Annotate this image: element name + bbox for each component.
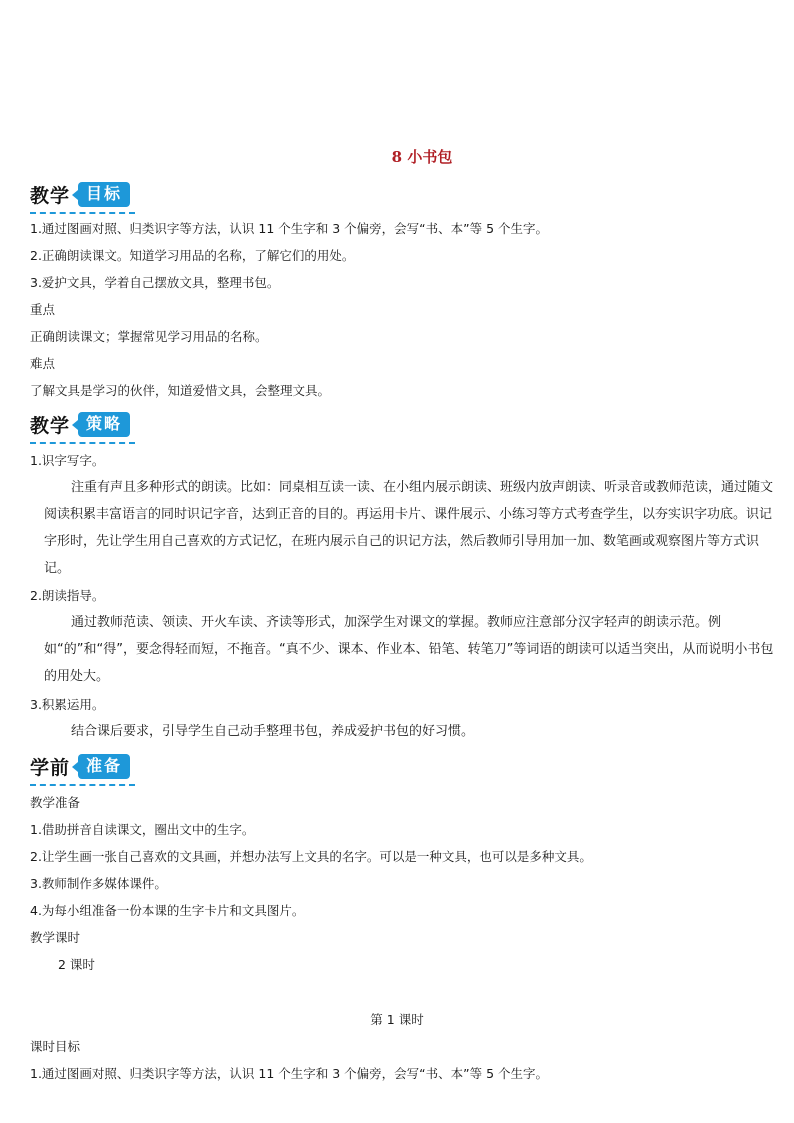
hours-label: 教学课时 (30, 930, 81, 945)
section-header-prep (30, 751, 130, 781)
key-point-label: 重点 (30, 302, 56, 317)
section-header-black-text: 教学 (30, 414, 71, 437)
strategy-heading: 3.积累运用。 (30, 697, 105, 712)
hours-value: 2 课时 (58, 957, 95, 972)
section-header-dashed-underline (30, 442, 135, 444)
strategy-paragraph: 注重有声且多种形式的朗读。比如：同桌相互读一读、在小组内展示朗读、班级内放声朗读、听录音或教师范读，通过随文阅读积累丰富语言的同时识记字音，达到正音的目的。再运用卡片、课件展示、小练习等方式考查学生，以夯实识字功底。识记字形时，先让学生用自己喜欢的方式记忆，在班内展示自己的识记方法，然后教师引导用加一加、数笔画或观察图片等方式识记。 (44, 480, 774, 576)
lesson-goal-label: 课时目标 (30, 1039, 81, 1054)
prep-item: 2.让学生画一张自己喜欢的文具画，并想办法写上文具的名字。可以是一种文具，也可以是多种文具。 (30, 849, 592, 864)
section-header-black-text: 教学 (30, 184, 71, 207)
section-header-strategy (30, 409, 130, 439)
section-header-blue-tag: 策略 (78, 412, 130, 437)
section-header-blue-tag: 目标 (78, 182, 130, 207)
goal-item: 3.爱护文具，学着自己摆放文具，整理书包。 (30, 275, 280, 290)
section-header-dashed-underline (30, 784, 135, 786)
lesson-heading: 第 1 课时 (370, 1012, 424, 1027)
difficulty-text: 了解文具是学习的伙伴，知道爱惜文具，会整理文具。 (30, 383, 331, 398)
key-point-text: 正确朗读课文；掌握常见学习用品的名称。 (30, 329, 268, 344)
prep-item: 3.教师制作多媒体课件。 (30, 876, 167, 891)
prep-item: 1.借助拼音自读课文，圈出文中的生字。 (30, 822, 255, 837)
goal-item: 1.通过图画对照、归类识字等方法，认识 11 个生字和 3 个偏旁，会写“书、本”等 5 个生字。 (30, 221, 549, 236)
strategy-paragraph: 结合课后要求，引导学生自己动手整理书包，养成爱护书包的好习惯。 (71, 724, 475, 739)
section-header-goals (30, 179, 130, 209)
section-header-black-text: 学前 (30, 756, 71, 779)
section-header-dashed-underline (30, 212, 135, 214)
goal-item: 2.正确朗读课文。知道学习用品的名称，了解它们的用处。 (30, 248, 355, 263)
lesson-goal-item: 1.通过图画对照、归类识字等方法，认识 11 个生字和 3 个偏旁，会写“书、本”等 5 个生字。 (30, 1066, 549, 1081)
difficulty-label: 难点 (30, 356, 56, 371)
prep-label: 教学准备 (30, 795, 81, 810)
prep-item: 4.为每小组准备一份本课的生字卡片和文具图片。 (30, 903, 305, 918)
strategy-paragraph: 通过教师范读、领读、开火车读、齐读等形式，加深学生对课文的掌握。教师应注意部分汉字轻声的朗读示范。例如“的”和“得”，要念得轻而短，不拖音。“真不少、课本、作业本、铅笔、转笔刀”等词语的朗读可以适当突出，从而说明小书包的用处大。 (44, 615, 774, 684)
section-header-blue-tag: 准备 (78, 754, 130, 779)
strategy-heading: 2.朗读指导。 (30, 588, 105, 603)
lesson-title: 8 小书包 (391, 148, 453, 166)
strategy-heading: 1.识字写字。 (30, 453, 105, 468)
